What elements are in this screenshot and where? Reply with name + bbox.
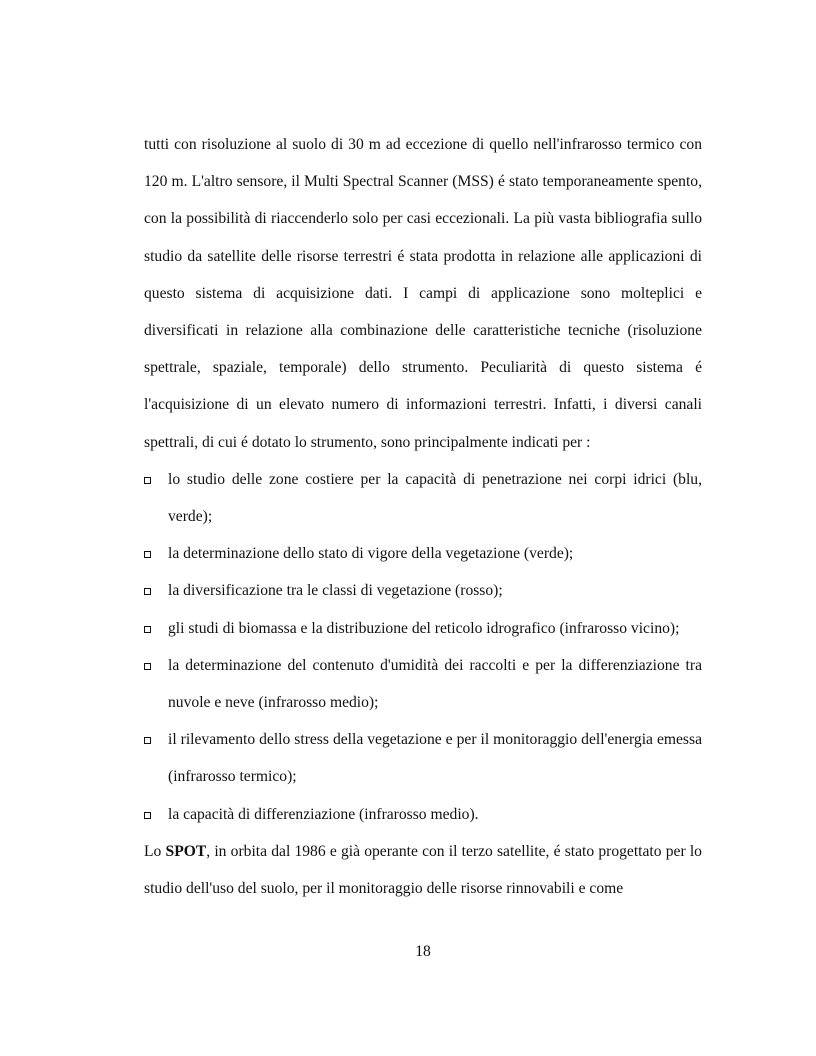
- closing-rest: , in orbita dal 1986 e già operante con il terzo satellite, é stato progettato per lo studio dell'uso del suolo, per il monitoraggio delle risorse rinnovabili e come: [144, 842, 702, 898]
- list-item: [144, 535, 702, 572]
- square-bullet-icon: [144, 477, 151, 484]
- body-text: [144, 126, 702, 907]
- square-bullet-icon: [144, 626, 151, 633]
- list-item: [144, 461, 702, 535]
- list-item-text: la capacità di differenziazione (infrarosso medio).: [168, 805, 479, 823]
- square-bullet-icon: [144, 663, 151, 670]
- list-item-text: la diversificazione tra le classi di vegetazione (rosso);: [168, 582, 503, 600]
- square-bullet-icon: [144, 737, 151, 744]
- list-item: [144, 721, 702, 795]
- list-item: [144, 610, 702, 647]
- spot-term: SPOT: [165, 842, 207, 860]
- bullet-list: [144, 461, 702, 833]
- list-item: [144, 647, 702, 721]
- list-item-text: il rilevamento dello stress della vegetazione e per il monitoraggio dell'energia emessa (infrarosso termico);: [168, 731, 702, 786]
- list-item-text: lo studio delle zone costiere per la capacità di penetrazione nei corpi idrici (blu, verde);: [168, 470, 702, 526]
- list-item: [144, 796, 702, 833]
- square-bullet-icon: [144, 551, 151, 558]
- paragraph-spot: [144, 833, 702, 907]
- list-item-text: la determinazione dello stato di vigore della vegetazione (verde);: [168, 545, 574, 563]
- paragraph-intro: tutti con risoluzione al suolo di 30 m ad eccezione di quello nell'infrarosso termico con 120 m. L'altro sensore, il Multi Spectral Scanner (MSS) é stato temporaneamente spento, con la possibilità di riaccenderlo solo per casi eccezionali. La più vasta bibliografia sullo studio da satellite delle risorse terrestri é stata prodotta in relazione alle applicazioni di questo sistema di acquisizione dati. I campi di applicazione sono molteplici e diversificati in relazione alla combinazione delle caratteristiche tecniche (risoluzione spettrale, spaziale, temporale) dello strumento. Peculiarità di questo sistema é l'acquisizione di un elevato numero di informazioni terrestri. Infatti, i diversi canali spettrali, di cui é dotato lo strumento, sono principalmente indicati per :: [144, 136, 702, 451]
- square-bullet-icon: [144, 588, 151, 595]
- page-number: 18: [415, 943, 431, 960]
- list-item: [144, 572, 702, 609]
- closing-prefix: Lo: [144, 842, 166, 860]
- list-item-text: la determinazione del contenuto d'umidità dei raccolti e per la differenziazione tra nuvole e neve (infrarosso medio);: [168, 656, 702, 712]
- list-item-text: gli studi di biomassa e la distribuzione del reticolo idrografico (infrarosso vicino);: [168, 619, 680, 637]
- square-bullet-icon: [144, 812, 151, 819]
